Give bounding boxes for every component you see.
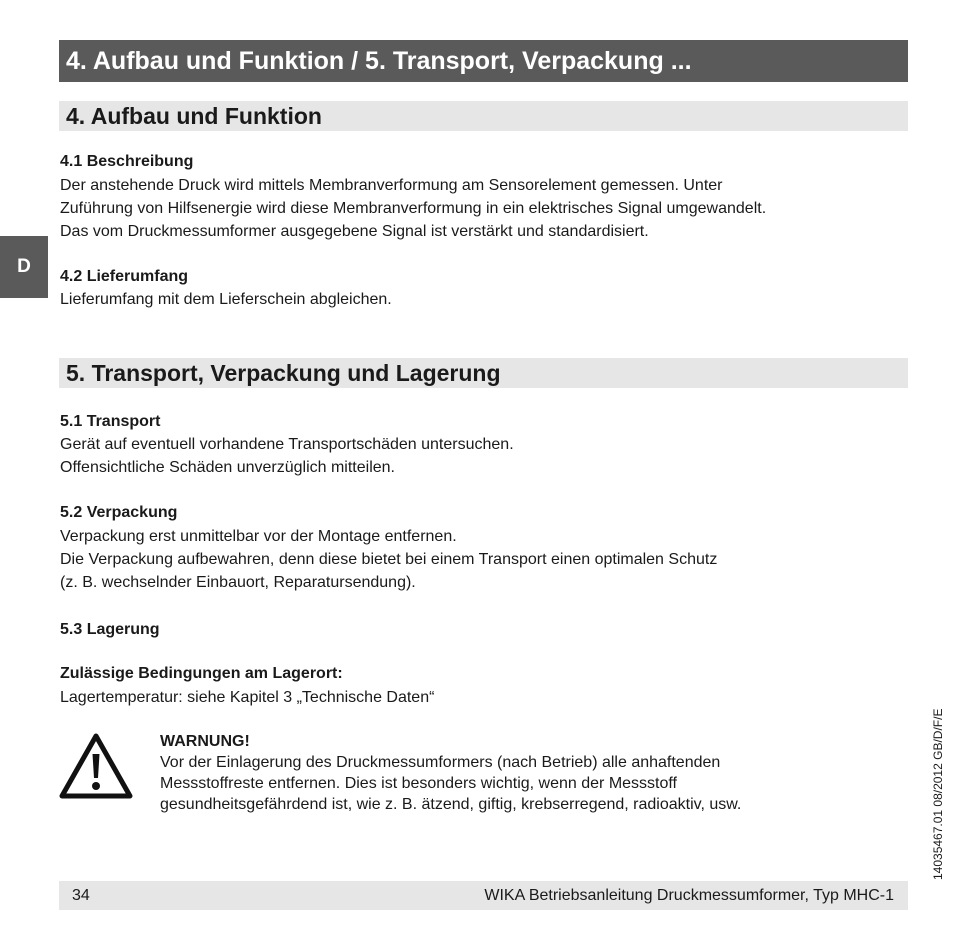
- text-line: Offensichtliche Schäden unverzüglich mitteilen.: [60, 459, 395, 476]
- subsection-4-2-text: [60, 288, 392, 311]
- text-line: Die Verpackung aufbewahren, denn diese bietet bei einem Transport einen optimalen Schutz: [60, 551, 718, 568]
- subsection-5-1-text: [60, 433, 514, 479]
- document-code: 14035467.01 08/2012 GB/D/F/E: [931, 708, 945, 880]
- page-number: 34: [72, 887, 90, 904]
- storage-conditions-heading: Zulässige Bedingungen am Lagerort:: [60, 665, 343, 682]
- footer-document-title: WIKA Betriebsanleitung Druckmessumformer, Typ MHC-1: [484, 887, 894, 904]
- text-line: Gerät auf eventuell vorhandene Transportschäden untersuchen.: [60, 436, 514, 453]
- text-line: Verpackung erst unmittelbar vor der Montage entfernen.: [60, 528, 457, 545]
- subsection-5-2-heading: 5.2 Verpackung: [60, 504, 178, 521]
- text-line: Der anstehende Druck wird mittels Membranverformung am Sensorelement gemessen. Unter: [60, 177, 723, 194]
- storage-conditions-text: [60, 686, 434, 709]
- subsection-4-1-heading: 4.1 Beschreibung: [60, 153, 194, 170]
- text-line: gesundheitsgefährdend ist, wie z. B. ätzend, giftig, krebserregend, radioaktiv, usw.: [160, 796, 742, 813]
- subsection-5-3-heading: 5.3 Lagerung: [60, 621, 160, 638]
- subsection-4-2-heading: 4.2 Lieferumfang: [60, 268, 189, 285]
- language-tab: D: [0, 236, 48, 298]
- text-line: Zuführung von Hilfsenergie wird diese Membranverformung in ein elektrisches Signal umgewandelt.: [60, 200, 767, 217]
- text-line: Lagertemperatur: siehe Kapitel 3 „Technische Daten“: [60, 689, 435, 706]
- subsection-5-1-heading: 5.1 Transport: [60, 413, 161, 430]
- page-title: 4. Aufbau und Funktion / 5. Transport, Verpackung ...: [59, 40, 908, 82]
- warning-text: [160, 752, 741, 815]
- text-line: (z. B. wechselnder Einbauort, Reparatursendung).: [60, 574, 416, 591]
- warning-triangle-icon: [58, 732, 134, 800]
- section-5-title: 5. Transport, Verpackung und Lagerung: [59, 358, 908, 388]
- text-line: Messstoffreste entfernen. Dies ist besonders wichtig, wenn der Messstoff: [160, 775, 677, 792]
- subsection-4-1-text: [60, 174, 766, 243]
- text-line: Lieferumfang mit dem Lieferschein abgleichen.: [60, 291, 392, 308]
- section-4-title: 4. Aufbau und Funktion: [59, 101, 908, 131]
- warning-title: WARNUNG!: [160, 733, 250, 750]
- text-line: Vor der Einlagerung des Druckmessumformers (nach Betrieb) alle anhaftenden: [160, 754, 721, 771]
- page-footer: [59, 881, 908, 910]
- subsection-5-2-text: [60, 525, 717, 594]
- text-line: Das vom Druckmessumformer ausgegebene Signal ist verstärkt und standardisiert.: [60, 223, 649, 240]
